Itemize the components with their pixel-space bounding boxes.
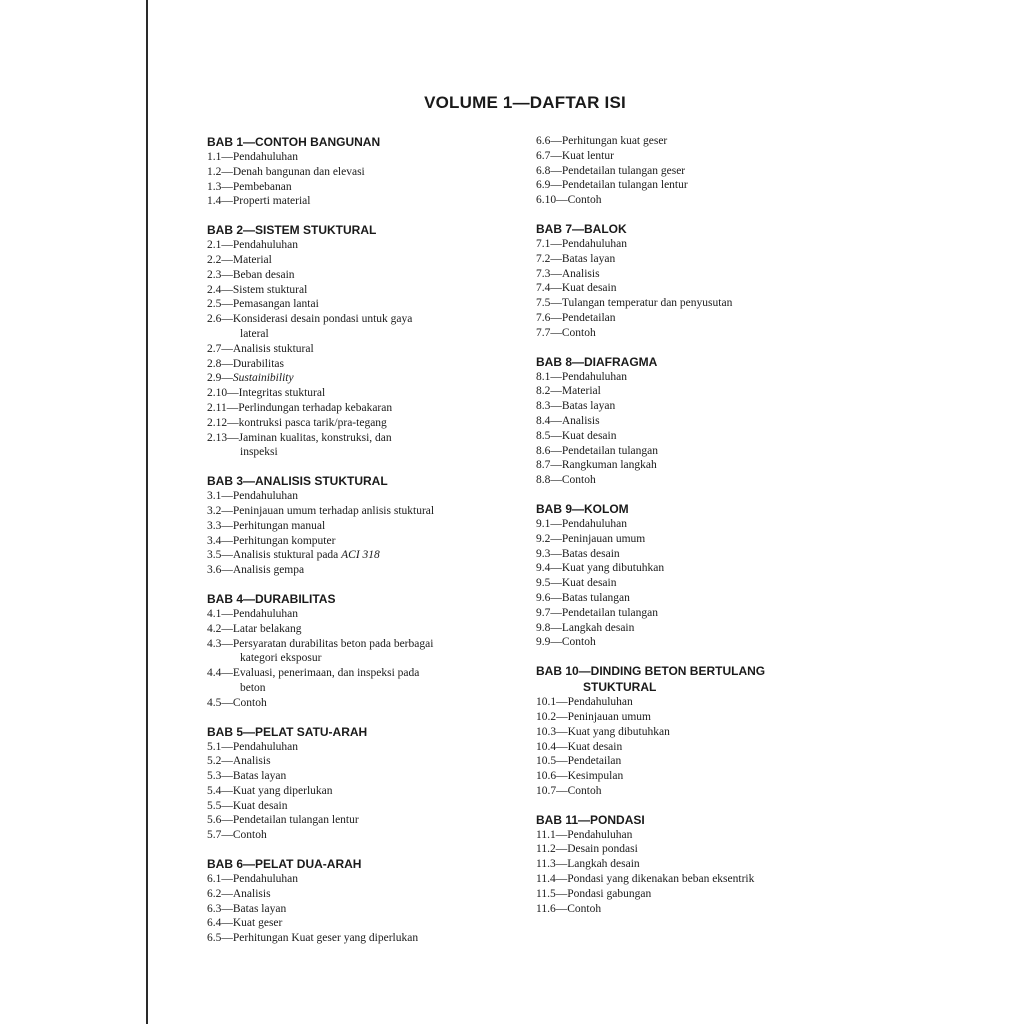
toc-chapter — [207, 222, 527, 460]
toc-chapter — [536, 501, 856, 650]
chapter-heading-text: BAB 3—ANALISIS STUKTURAL — [207, 474, 388, 489]
toc-entry-text: 11.1—Pendahuluhan — [536, 828, 633, 841]
toc-entry — [207, 416, 527, 431]
toc-entry-text: 2.11—Perlindungan terhadap kebakaran — [207, 401, 393, 414]
toc-entry-text: 3.6—Analisis gempa — [207, 564, 305, 577]
toc-entry-text: 6.2—Analisis — [207, 887, 271, 900]
toc-entry — [207, 902, 527, 917]
toc-entry — [207, 357, 527, 372]
toc-entry-text: 6.8—Pendetailan tulangan geser — [536, 164, 686, 177]
chapter-heading — [207, 134, 527, 150]
toc-entry-text: 11.4—Pondasi yang dikenakan beban eksentrik — [536, 873, 755, 886]
toc-entry — [536, 281, 856, 296]
toc-entry — [207, 696, 527, 711]
toc-entry-text: 10.4—Kuat desain — [536, 740, 623, 753]
toc-entry-text: 7.5—Tulangan temperatur dan penyusutan — [536, 297, 733, 310]
toc-chapter — [536, 221, 856, 341]
chapter-heading-text: BAB 7—BALOK — [536, 221, 627, 236]
toc-entry — [536, 237, 856, 252]
toc-entry-text: 9.5—Kuat desain — [536, 577, 617, 590]
toc-entry — [207, 666, 527, 696]
toc-entry-text: 7.2—Batas layan — [536, 252, 616, 265]
toc-entry — [207, 548, 527, 563]
toc-entry — [536, 458, 856, 473]
toc-entry — [207, 194, 527, 209]
toc-entry-text: 9.8—Langkah desain — [536, 621, 635, 634]
toc-entry-text: 6.9—Pendetailan tulangan lentur — [536, 179, 688, 192]
page-title: VOLUME 1—DAFTAR ISI — [424, 93, 626, 113]
toc-entry-text: 6.6—Perhitungan kuat geser — [536, 135, 668, 147]
toc-entry — [207, 401, 527, 416]
toc-entry-text: 4.4—Evaluasi, penerimaan, dan inspeksi pada — [207, 667, 420, 680]
toc-entry-text: 5.1—Pendahuluhan — [207, 740, 299, 753]
toc-entry — [536, 532, 856, 547]
toc-entry — [536, 828, 856, 843]
toc-entry — [207, 563, 527, 578]
toc-entry-text: 8.8—Contoh — [536, 474, 596, 487]
chapter-heading-text: BAB 4—DURABILITAS — [207, 591, 336, 606]
toc-entry-text: 8.3—Batas layan — [536, 400, 616, 413]
toc-entry — [536, 621, 856, 636]
toc-entry-text: 6.1—Pendahuluhan — [207, 873, 299, 886]
toc-entry — [207, 342, 527, 357]
toc-entry-text: 2.9— — [207, 372, 233, 385]
toc-entry-text: 4.5—Contoh — [207, 696, 267, 709]
toc-entry-text: 5.7—Contoh — [207, 829, 267, 842]
toc-entry-text: 2.10—Integritas stuktural — [207, 387, 326, 400]
toc-entry — [207, 150, 527, 165]
toc-entry — [207, 238, 527, 253]
toc-entry-text: 3.4—Perhitungan komputer — [207, 534, 336, 547]
toc-chapter — [207, 591, 527, 711]
toc-entry-text: 8.5—Kuat desain — [536, 429, 617, 442]
chapter-heading — [207, 222, 527, 238]
toc-entry-text: 9.4—Kuat yang dibutuhkan — [536, 562, 665, 575]
toc-entry — [207, 268, 527, 283]
toc-entry-text: 4.3—Persyaratan durabilitas beton pada berbagai — [207, 637, 434, 650]
toc-entry-text: 6.4—Kuat geser — [207, 917, 283, 930]
chapter-heading — [536, 354, 856, 370]
toc-entry-text: 3.5—Analisis stuktural pada — [207, 549, 342, 562]
toc-entry — [536, 164, 856, 179]
toc-entry-text: 3.3—Perhitungan manual — [207, 519, 326, 532]
toc-entry — [207, 534, 527, 549]
toc-entry-text: 2.6—Konsiderasi desain pondasi untuk gaya — [207, 313, 413, 326]
toc-entry — [536, 710, 856, 725]
toc-entry — [536, 326, 856, 341]
chapter-heading — [536, 221, 856, 237]
toc-entry-text: 10.2—Peninjauan umum — [536, 710, 651, 723]
toc-entry — [536, 384, 856, 399]
toc-entry — [207, 165, 527, 180]
chapter-heading-text: BAB 6—PELAT DUA-ARAH — [207, 857, 362, 872]
toc-entry — [536, 842, 856, 857]
toc-entry-text: 1.2—Denah bangunan dan elevasi — [207, 165, 365, 178]
toc-entry-text: 10.6—Kesimpulan — [536, 770, 624, 783]
toc-entry-text: 1.3—Pembebanan — [207, 180, 292, 193]
toc-entry-text: 2.4—Sistem stuktural — [207, 283, 308, 296]
toc-entry-text: 11.6—Contoh — [536, 902, 602, 915]
toc-entry — [536, 296, 856, 311]
toc-entry — [536, 252, 856, 267]
toc-entry — [536, 591, 856, 606]
toc-entry — [536, 267, 856, 282]
toc-entry-text: 9.2—Peninjauan umum — [536, 532, 646, 545]
toc-entry-text: 10.1—Pendahuluhan — [536, 696, 633, 709]
toc-entry — [536, 473, 856, 488]
toc-entry-text: 9.7—Pendetailan tulangan — [536, 606, 658, 619]
toc-entry-text: 2.8—Durabilitas — [207, 357, 284, 370]
toc-entry — [207, 504, 527, 519]
toc-entry — [207, 740, 527, 755]
toc-entry — [536, 872, 856, 887]
toc-entry-text: 5.3—Batas layan — [207, 770, 287, 783]
toc-entry — [207, 297, 527, 312]
toc-entry-text: 9.6—Batas tulangan — [536, 591, 630, 604]
toc-entry-text: 2.1—Pendahuluhan — [207, 239, 299, 252]
toc-entry-text: 9.3—Batas desain — [536, 547, 620, 560]
toc-entry-text: 6.10—Contoh — [536, 194, 602, 207]
chapter-heading-text: BAB 5—PELAT SATU-ARAH — [207, 724, 368, 739]
toc-entry-text: 3.2—Peninjauan umum terhadap anlisis stuktural — [207, 504, 435, 517]
toc-entry — [207, 519, 527, 534]
toc-entry — [207, 431, 527, 461]
toc-entry — [536, 635, 856, 650]
chapter-heading-text: BAB 11—PONDASI — [536, 812, 645, 827]
toc-left-column — [207, 134, 527, 959]
toc-entry — [207, 769, 527, 784]
chapter-heading-text: BAB 1—CONTOH BANGUNAN — [207, 135, 381, 149]
toc-entry-text: 7.1—Pendahuluhan — [536, 237, 628, 250]
toc-entry — [207, 931, 527, 946]
toc-entry-continuation: kategori eksposur — [240, 652, 322, 665]
toc-entry-text: 9.1—Pendahuluhan — [536, 517, 628, 530]
toc-entry-text: 5.2—Analisis — [207, 755, 271, 768]
chapter-heading — [207, 473, 527, 489]
toc-entry — [207, 872, 527, 887]
chapter-heading — [207, 856, 527, 872]
toc-entry-text: 7.6—Pendetailan — [536, 311, 616, 324]
toc-chapter — [207, 856, 527, 946]
chapter-heading-text: BAB 8—DIAFRAGMA — [536, 354, 658, 369]
toc-entry — [207, 637, 527, 667]
toc-entry — [536, 576, 856, 591]
toc-entry-text: 5.6—Pendetailan tulangan lentur — [207, 814, 359, 827]
toc-entry-text: 7.3—Analisis — [536, 267, 600, 280]
toc-entry-text: 1.4—Properti material — [207, 195, 311, 208]
toc-entry — [536, 193, 856, 208]
chapter-heading — [536, 501, 856, 517]
toc-entry — [536, 414, 856, 429]
toc-chapter — [536, 354, 856, 488]
toc-entry-text: 6.7—Kuat lentur — [536, 149, 614, 162]
toc-entry-text: 2.2—Material — [207, 253, 272, 266]
toc-entry — [536, 149, 856, 164]
toc-entry-text: 10.7—Contoh — [536, 784, 602, 797]
toc-entry-continuation: beton — [240, 681, 266, 694]
toc-entry-text: 11.3—Langkah desain — [536, 858, 640, 871]
toc-entry — [536, 887, 856, 902]
toc-entry-text: 6.5—Perhitungan Kuat geser yang diperlukan — [207, 932, 419, 945]
toc-entry-italic-text: ACI 318 — [341, 549, 380, 562]
toc-entry — [207, 799, 527, 814]
toc-chapter — [536, 663, 856, 799]
toc-entry-text: 10.5—Pendetailan — [536, 755, 622, 768]
chapter-heading — [207, 591, 527, 607]
toc-entry — [536, 547, 856, 562]
toc-entry — [536, 784, 856, 799]
toc-entry — [536, 370, 856, 385]
toc-entry — [536, 857, 856, 872]
toc-entry — [207, 916, 527, 931]
toc-chapter — [207, 724, 527, 844]
toc-chapter — [207, 473, 527, 578]
toc-entry-text: 2.7—Analisis stuktural — [207, 342, 314, 355]
toc-entry-text: 7.7—Contoh — [536, 326, 596, 339]
page-edge-divider — [146, 0, 148, 1024]
toc-entry — [536, 740, 856, 755]
toc-chapter — [207, 134, 527, 209]
toc-entry — [207, 371, 527, 386]
toc-entry — [207, 754, 527, 769]
toc-entry — [536, 178, 856, 193]
toc-entry — [536, 561, 856, 576]
toc-entry-text: 5.4—Kuat yang diperlukan — [207, 784, 333, 797]
toc-entry-text: 2.13—Jaminan kualitas, konstruksi, dan — [207, 431, 392, 444]
toc-entry — [536, 902, 856, 917]
toc-entry-continuation: lateral — [240, 327, 269, 340]
toc-entry-text: 2.3—Beban desain — [207, 268, 295, 281]
toc-entry-text: 8.2—Material — [536, 385, 601, 398]
toc-entry-text: 11.2—Desain pondasi — [536, 843, 638, 856]
toc-entry — [207, 283, 527, 298]
chapter-heading-text: BAB 10—DINDING BETON BERTULANG — [536, 664, 766, 679]
chapter-heading — [536, 812, 856, 828]
toc-entry — [207, 828, 527, 843]
toc-entry — [536, 606, 856, 621]
toc-entry-continuation: inspeksi — [240, 446, 278, 459]
toc-entry — [536, 754, 856, 769]
toc-chapter — [536, 812, 856, 917]
toc-entry-text: 8.7—Rangkuman langkah — [536, 459, 657, 472]
toc-entry — [207, 489, 527, 504]
toc-entry — [536, 311, 856, 326]
toc-entry — [536, 134, 856, 149]
toc-entry-text: 3.1—Pendahuluhan — [207, 490, 299, 503]
toc-entry-text: 1.1—Pendahuluhan — [207, 151, 299, 163]
toc-entry — [207, 180, 527, 195]
toc-entry-text: 4.2—Latar belakang — [207, 622, 302, 635]
toc-chapter — [536, 134, 856, 208]
toc-entry-text: 9.9—Contoh — [536, 636, 596, 649]
toc-entry-text: 4.1—Pendahuluhan — [207, 607, 299, 620]
toc-entry — [536, 769, 856, 784]
toc-entry-text: 11.5—Pondasi gabungan — [536, 887, 652, 900]
chapter-heading-continuation: STUKTURAL — [583, 680, 657, 695]
chapter-heading-text: BAB 2—SISTEM STUKTURAL — [207, 223, 377, 238]
chapter-heading — [536, 663, 856, 695]
toc-entry-italic-text: Sustainibility — [232, 372, 294, 385]
toc-entry — [536, 444, 856, 459]
toc-entry — [207, 312, 527, 342]
toc-right-column — [536, 134, 856, 929]
toc-entry-text: 8.1—Pendahuluhan — [536, 370, 628, 383]
toc-entry — [536, 725, 856, 740]
chapter-heading — [207, 724, 527, 740]
toc-entry — [536, 517, 856, 532]
toc-entry-text: 8.4—Analisis — [536, 414, 600, 427]
toc-entry — [207, 887, 527, 902]
toc-entry-text: 10.3—Kuat yang dibutuhkan — [536, 725, 670, 738]
toc-entry-text: 7.4—Kuat desain — [536, 282, 617, 295]
toc-entry-text: 6.3—Batas layan — [207, 902, 287, 915]
toc-entry — [207, 253, 527, 268]
chapter-heading-text: BAB 9—KOLOM — [536, 501, 629, 516]
toc-entry-text: 5.5—Kuat desain — [207, 799, 288, 812]
toc-entry — [207, 622, 527, 637]
toc-entry-text: 8.6—Pendetailan tulangan — [536, 444, 658, 457]
toc-entry — [536, 695, 856, 710]
toc-entry-text: 2.5—Pemasangan lantai — [207, 298, 319, 311]
toc-entry — [207, 813, 527, 828]
toc-entry — [536, 429, 856, 444]
toc-entry — [536, 399, 856, 414]
toc-entry — [207, 386, 527, 401]
toc-entry — [207, 607, 527, 622]
toc-entry — [207, 784, 527, 799]
toc-entry-text: 2.12—kontruksi pasca tarik/pra-tegang — [207, 416, 387, 429]
